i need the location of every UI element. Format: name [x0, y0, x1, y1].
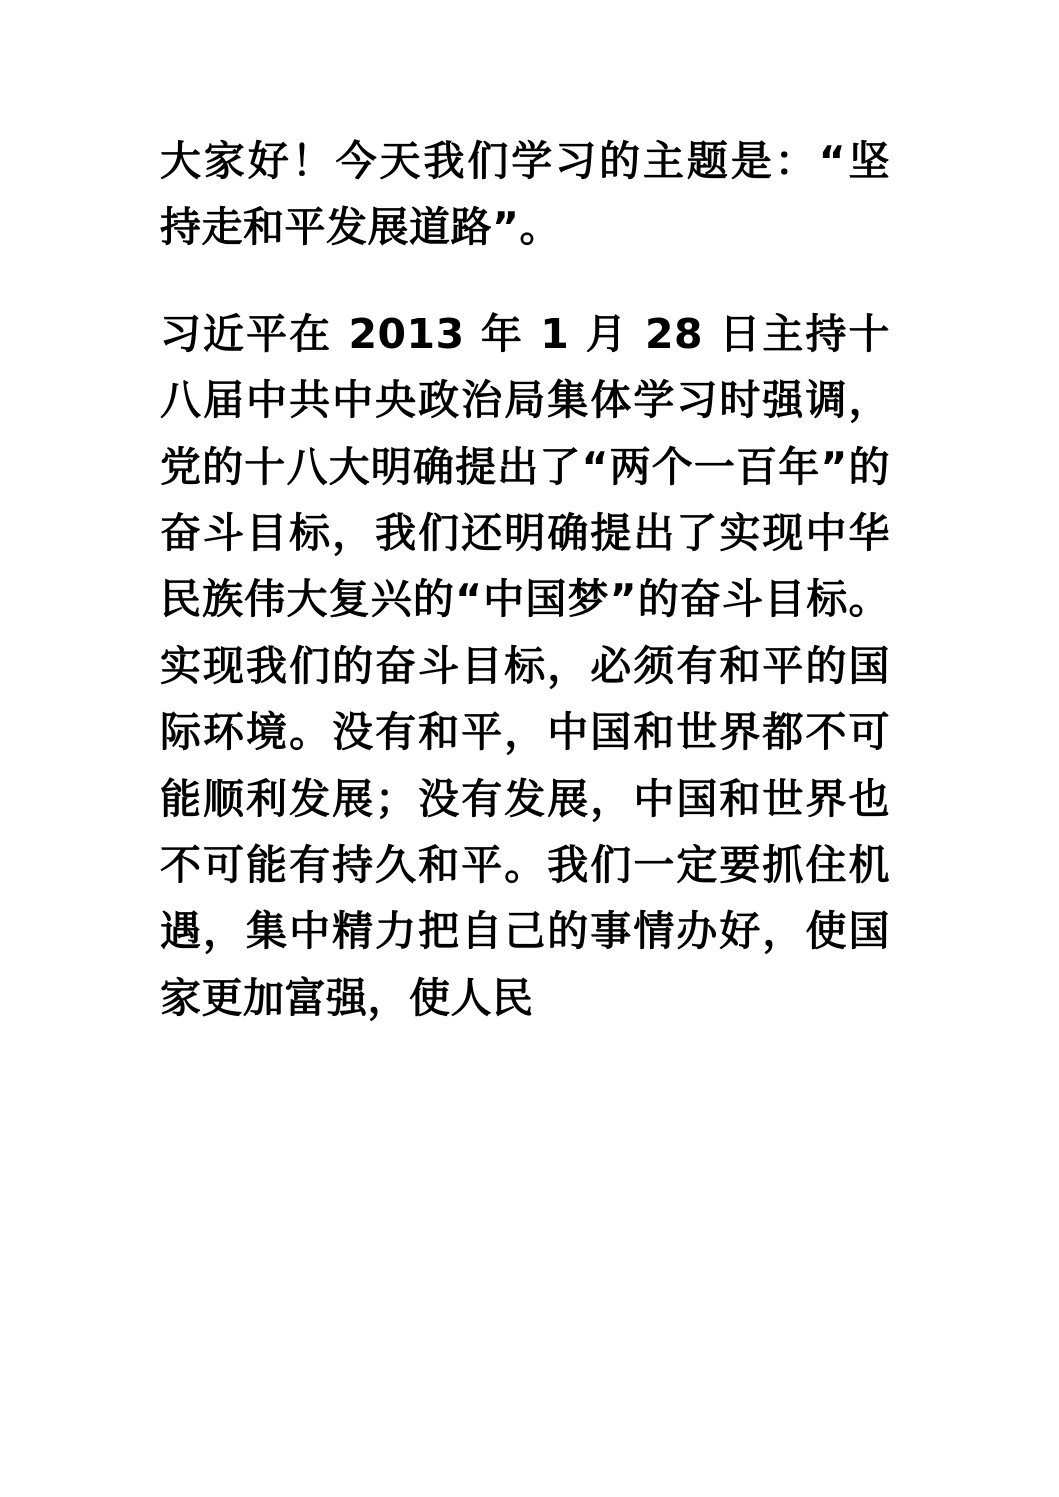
document-body [160, 128, 890, 1031]
paragraph-main: 习近平在 2013 年 1 月 28 日主持十八届中共中央政治局集体学习时强调，党的十八大明确提出了“两个一百年”的奋斗目标，我们还明确提出了实现中华民族伟大复兴的“中国梦”的奋斗目标。实现我们的奋斗目标，必须有和平的国际环境。没有和平，中国和世界都不可能顺利发展；没有发展，中国和世界也不可能有持久和平。我们一定要抓住机遇，集中精力把自己的事情办好，使国家更加富强，使人民 [160, 309, 890, 1022]
paragraph-intro: 大家好！今天我们学习的主题是：“坚持走和平发展道路”。 [160, 137, 890, 252]
